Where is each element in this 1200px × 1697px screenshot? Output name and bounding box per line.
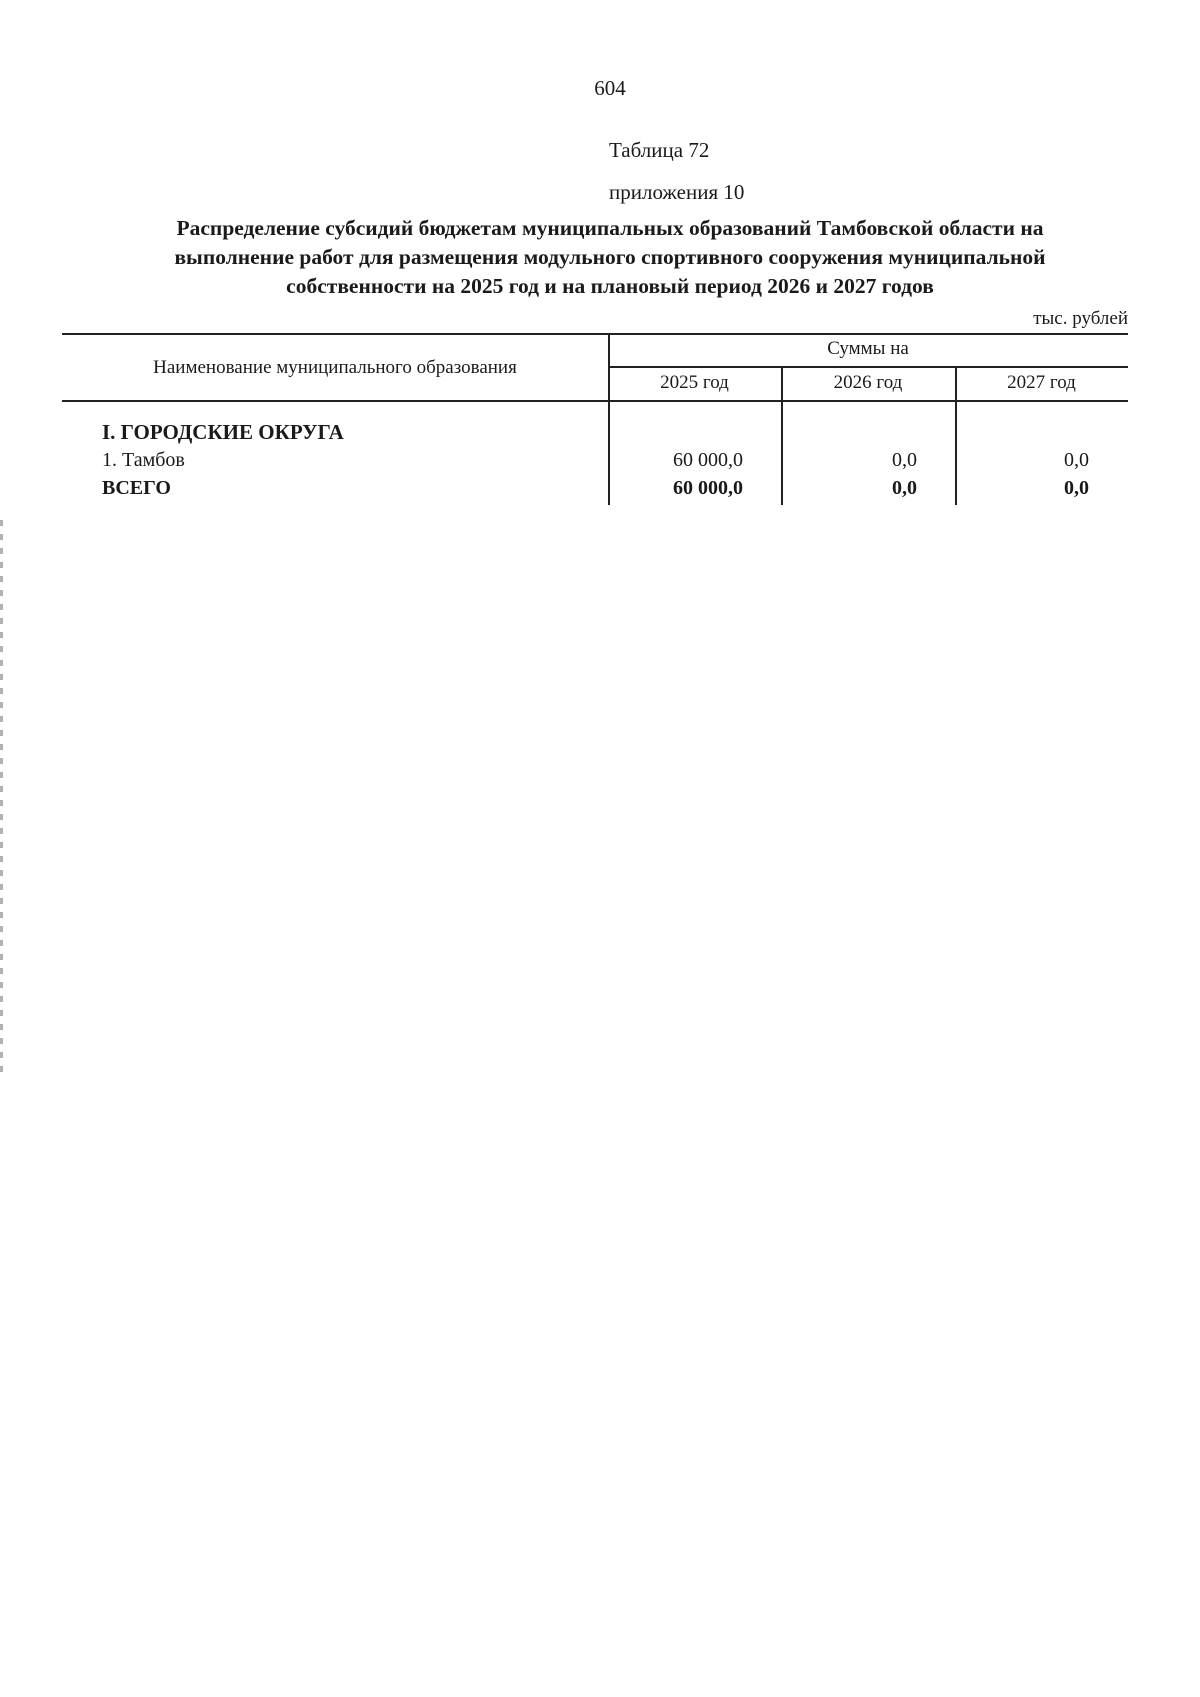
section-heading: I. ГОРОДСКИЕ ОКРУГА [102, 420, 344, 444]
title-line-2: выполнение работ для размещения модульного спортивного сооружения муниципальной [174, 245, 1046, 269]
header-name: Наименование муниципального образования [153, 357, 517, 378]
row-value-2026: 0,0 [892, 449, 917, 471]
total-value-2026: 0,0 [892, 477, 917, 499]
header-bottom-border [62, 400, 1128, 402]
table-top-border [62, 333, 1128, 335]
total-label: ВСЕГО [102, 477, 171, 499]
row-name: 1. Тамбов [102, 449, 185, 471]
total-value-2025: 60 000,0 [673, 477, 743, 499]
header-year-2027: 2027 год [1007, 372, 1076, 393]
header-year-2025: 2025 год [660, 372, 729, 393]
header-divider [608, 366, 1128, 368]
row-value-2027: 0,0 [1064, 449, 1089, 471]
total-value-2027: 0,0 [1064, 477, 1089, 499]
scan-edge-artifact [0, 520, 3, 1080]
appendix-reference: приложения 10 [609, 180, 745, 204]
page-number: 604 [594, 76, 626, 100]
document-title [90, 214, 1130, 301]
title-line-1: Распределение субсидий бюджетам муниципальных образований Тамбовской области на [176, 216, 1044, 240]
header-year-2026: 2026 год [833, 372, 903, 393]
row-value-2025: 60 000,0 [673, 449, 743, 471]
table-reference: Таблица 72 [609, 138, 710, 162]
units-label: тыс. рублей [1033, 308, 1128, 329]
title-line-3: собственности на 2025 год и на плановый период 2026 и 2027 годов [286, 274, 934, 298]
header-sums: Суммы на [827, 338, 909, 359]
